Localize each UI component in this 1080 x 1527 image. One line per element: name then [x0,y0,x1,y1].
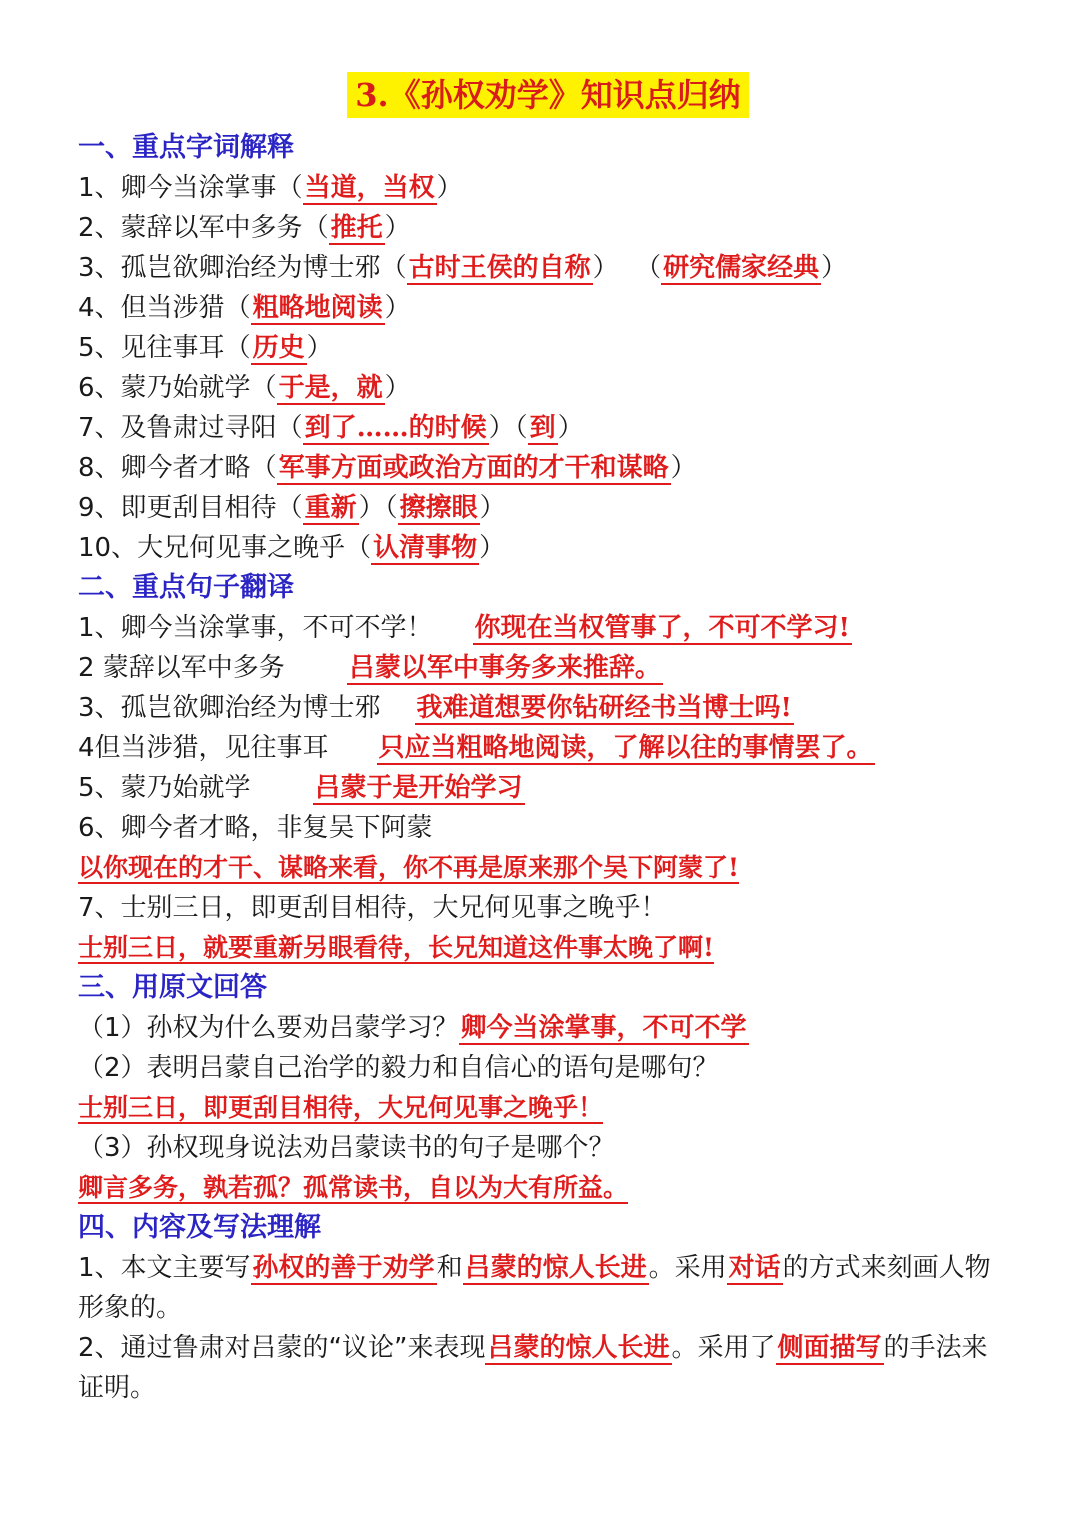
answer-text: 士别三日，即更刮目相待，大兄何见事之晚乎！ [78,1093,604,1122]
word-item: 4、但当涉猎（粗略地阅读） [78,293,411,323]
title-wrap [78,72,1008,128]
word-item: 8、卿今者才略（军事方面或政治方面的才干和谋略） [78,453,697,483]
word-item: 3、孤岂欲卿治经为博士邪（古时王侯的自称） （研究儒家经典） [78,253,848,283]
translation-item: 6、卿今者才略，非复吴下阿蒙 [78,813,433,843]
word-item: 5、见往事耳（历史） [78,333,333,363]
translation-item: 3、孤岂欲卿治经为博士邪 我难道想要你钻研经书当博士吗! [78,693,792,723]
word-item: 7、及鲁肃过寻阳（到了……的时候）（到） [78,413,584,443]
translation-item: 7、士别三日，即更刮目相待，大兄何见事之晚乎！ [78,893,667,923]
document-page [78,72,1008,1408]
word-item: 1、卿今当涂掌事（当道，当权） [78,173,463,203]
word-list [78,168,1008,568]
translation-item: 5、蒙乃始就学 吕蒙于是开始学习 [78,773,523,803]
answer-item: （2）表明吕蒙自己治学的毅力和自信心的语句是哪句？ [78,1053,719,1083]
word-item: 6、蒙乃始就学（于是，就） [78,373,411,403]
translation-item: 4但当涉猎，见往事耳 只应当粗略地阅读，了解以往的事情罢了。 [78,733,873,763]
word-item: 2、蒙辞以军中多务（推托） [78,213,411,243]
section-heading-translations: 二、重点句子翻译 [78,572,294,603]
translation-item: 1、卿今当涂掌事，不可不学！ 你现在当权管事了，不可不学习! [78,613,850,643]
answer-text: 卿言多务，孰若孤？孤常读书，自以为大有所益。 [78,1173,629,1202]
translation-answer: 以你现在的才干、谋略来看，你不再是原来那个吴下阿蒙了! [78,853,739,882]
section-heading-answers: 三、用原文回答 [78,972,267,1003]
answer-item: （3）孙权现身说法劝吕蒙读书的句子是哪个？ [78,1133,615,1163]
answer-list [78,1008,1008,1208]
section-heading-words: 一、重点字词解释 [78,132,294,163]
translation-item: 2 蒙辞以军中多务 吕蒙以军中事务多来推辞。 [78,653,661,683]
section-heading-content: 四、内容及写法理解 [78,1212,321,1243]
translation-answer: 士别三日，就要重新另眼看待，长兄知道这件事太晚了啊! [78,933,714,962]
answer-item: （1）孙权为什么要劝吕蒙学习？卿今当涂掌事，不可不学 [78,1013,747,1043]
page-title: 3.《孙权劝学》知识点归纳 [347,72,748,118]
content-paragraph-2: 2、通过鲁肃对吕蒙的“议论”来表现吕蒙的惊人长进。采用了侧面描写的手法来证明。 [78,1333,988,1403]
word-item: 10、大兄何见事之晚乎（认清事物） [78,533,506,563]
translation-list [78,608,1008,968]
content-paragraph-1: 1、本文主要写孙权的善于劝学和吕蒙的惊人长进。采用对话的方式来刻画人物形象的。 [78,1253,991,1323]
word-item: 9、即更刮目相待（重新）（擦擦眼） [78,493,506,523]
